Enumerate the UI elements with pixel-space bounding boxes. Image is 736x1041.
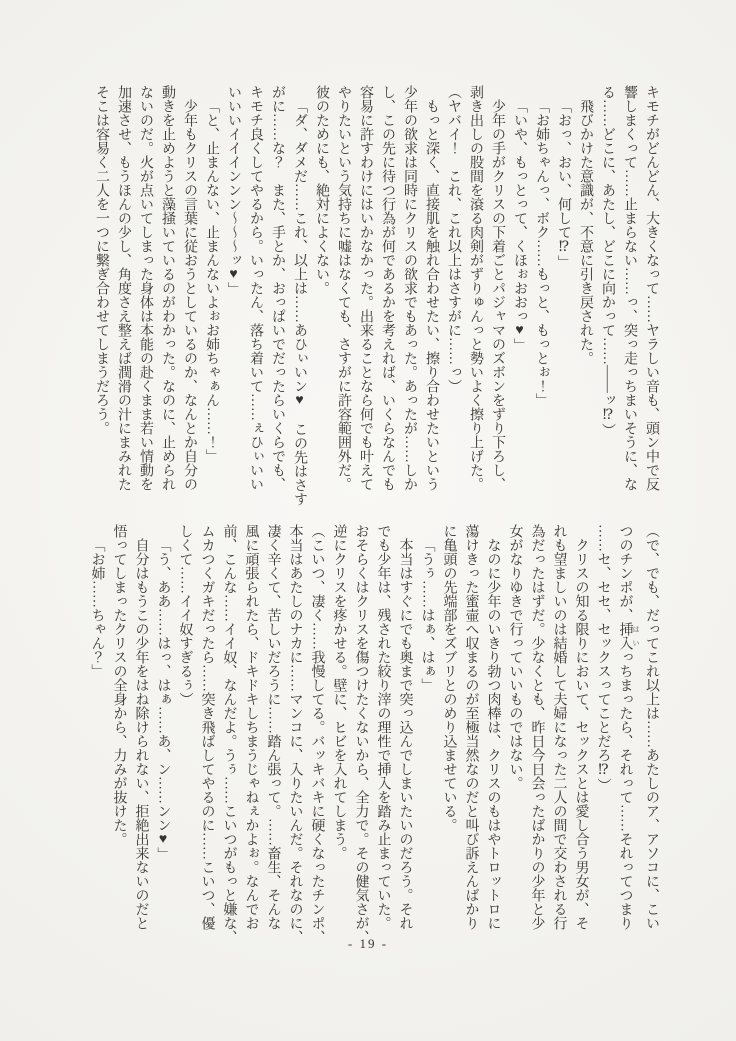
text-line: る……どこに、あたし、どこに向かって……――ッ⁉） (600, 85, 615, 437)
furigana-ruby: 挿入 はい (617, 622, 640, 650)
text-line: 容易に許すわけにはいかなかった。出来ることなら何でも叶えて (358, 85, 373, 491)
text-line: れも望ましいのは結婚して夫婦になった二人の間で交わされる行 (551, 524, 567, 930)
text-line: 少年の欲求は同時にクリスの欲求でもあった。あったが……しか (402, 85, 417, 491)
text-line: 飛びかけた意識が、不意に引き戻された。 (578, 99, 593, 365)
text-line: なのに少年のいきり勃つ肉棒は、クリスのもはやトロットロに (485, 538, 501, 930)
text-line: クリスの知る限りにおいて、セックスとは愛し合う男女が、そ (573, 538, 589, 930)
page-number: - 19 - (347, 936, 389, 951)
text-line: 「お姉ちゃんっ、ボク……もっと、もっとぉ！」 (534, 99, 549, 407)
text-line: 前、こんな……イイ奴、なんだよ。うぅ……こいつがもっと嫌な、 (221, 524, 237, 944)
text-line: 動きを止めようと藻掻いているのがわかった。なのに、止められ (160, 85, 175, 491)
text-line: 悟ってしまったクリスの全身から、力みが抜けた。 (111, 524, 127, 846)
text-line: 「おっ、おい、何して⁉」 (556, 99, 571, 269)
text-line: （で、でも、だってこれ以上は……あたしのア、アソコに、こい (644, 524, 659, 930)
text-line: 凄く辛くて、苦しいだろうに……踏ん張って。……畜生、そんな (265, 524, 281, 930)
text-line: いいいイイインンン～～～ッ♥」 (226, 85, 241, 296)
text-line: し、この先に待つ行為が何であるかを考えれば、いくらなんでも (380, 85, 395, 491)
text-line: やりたいという気持ちに嘘はなくても、さすがに許容範囲外だ。 (336, 85, 351, 491)
text-line: 「ダ、ダメだ……これ、以上は……あひぃいン♥ この先はさす (292, 99, 307, 506)
text-line: 少年の手がクリスの下着ごとパジャマのズボンをずり下ろし、 (490, 99, 505, 491)
text-line: ないのだ。火が点いてしまった身体は本能の赴くまま若い情動を (138, 85, 153, 491)
text-line: おそらくはクリスを傷つけたくないから、全力で。その健気さが、 (353, 524, 369, 944)
text-line: ……セ、セセ、セックスってことだろ⁉） (595, 524, 611, 792)
text-line: 本当はすぐにでも奥まで突っ込んでしまいたいのだろう。それ (397, 538, 413, 930)
text-line: 少年もクリスの言葉に従おうとしているのか、なんとか自分の (182, 99, 197, 491)
text-line: 響しまくって……止まらない……っ、突っ走っちまいそうに、な (622, 85, 637, 491)
text-line: キモチがどんどん、大きくなって……ヤラしい音も、頭ン中で反 (644, 85, 659, 491)
text-line: がに……な？ また、手とか、おっぱいでだったらいくらでも、 (270, 85, 285, 491)
text-block-top (90, 85, 662, 506)
text-line: そこは容易く二人を一つに繋ぎ合わせてしまうだろう。 (94, 85, 109, 435)
text-line: 蕩けきった蜜壷へ収まるのが至極当然なのだと叫び訴えんばかり (463, 524, 479, 930)
text-line: 為だったはずだ。少なくとも、昨日今日会ったばかりの少年と少 (529, 524, 545, 930)
text-line: 本当はあたしのナカに……マンコに、入りたいんだ。それなのに、 (287, 524, 303, 944)
text-line: キモチ良くしてやるから。いったん、落ち着いて……ぇひぃいい (248, 85, 263, 491)
text-line: 加速させ、もうほんの少し、角度さえ整えば潤滑の汁にまみれた (116, 85, 131, 491)
text-line: 「お姉……ちゃん？」 (89, 538, 105, 678)
text-line: 彼のためにも、絶対によくない。 (314, 85, 329, 295)
text-line: でも少年は、残された絞り滓の理性で挿入を踏み止まっていた。 (375, 524, 391, 930)
text-line: ムカつくガキだったら……突き飛ばしてやるのに……こいつ、優 (199, 524, 215, 930)
text-line: 女がなりゆきで行っていいものではない。 (507, 524, 523, 790)
text-line: （ヤバイ！ これ、これ以上はさすがに……っ） (446, 85, 461, 393)
text-line: 「いや、もっとって、くほぉおおっ♥」 (512, 99, 527, 352)
text-line: つのチンポが、挿入 はいっちまったら、それって……それってつまり (617, 524, 640, 930)
text-line: に亀頭の先端部をズブリとのめり込ませている。 (441, 524, 457, 832)
text-line: 「うぅ……はぁ、はぁ」 (419, 538, 435, 692)
text-line: 「う、ああ……はっ、はぁ……あ、ン……ンン♥」 (155, 538, 171, 861)
text-line: もっと深く、直接肌を触れ合わせたい、擦り合わせたいという (424, 99, 439, 491)
text-line: 風に頑張られたら、ドキドキしちまうじゃねぇかよぉ。なんでお (243, 524, 259, 930)
text-line: しくて……イイ奴すぎるぅ） (177, 524, 193, 706)
text-line: 逆にクリスを疼かせる。壁に、ヒビを入れてしまう。 (331, 524, 347, 860)
text-line: 剥き出しの股間を滾る肉剣がずりゅんっと勢いよく擦り上げた。 (468, 85, 483, 491)
text-line: 自分はもうこの少年をはね除けられない、拒絶出来ないのだと (133, 538, 149, 930)
text-line: 「と、止まんない、止まんないよぉお姉ちゃぁん……！」 (204, 99, 219, 463)
text-line: （こいつ、凄く……我慢してる。バッキバキに硬くなったチンポ、 (309, 524, 325, 944)
